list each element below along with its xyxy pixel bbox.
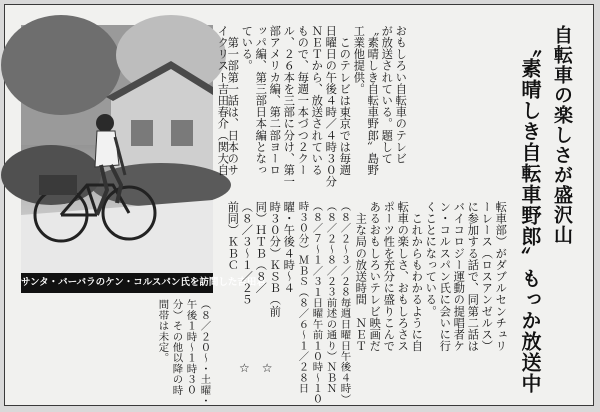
article-column: 転車の楽しさ、おもしろさス	[396, 201, 410, 352]
article-column: ーレース（ロスアンゼルス）	[480, 201, 494, 352]
article-column: このテレビは東京では毎週	[338, 25, 352, 176]
photo-caption: サンタ・バーバラのケン・コルスパン氏を訪問した吉田君	[21, 273, 213, 293]
article-column: バイコロジー運動の提唱者ケ	[452, 201, 466, 352]
newspaper-clipping	[4, 4, 594, 406]
article-column: 〝素晴しき自転車野郎〟島野	[366, 25, 380, 176]
schedule-column: 午後１時～１時３０	[184, 299, 197, 396]
schedule-column: 間帯は未定。	[156, 299, 169, 364]
schedule-column: 同）ＨＴＢ（８／	[254, 201, 268, 294]
headline-main: 自転車の楽しさが盛沢山	[551, 25, 573, 245]
article-column: 日曜日の午後４時／４時３０分	[324, 25, 338, 188]
closing-stars: ☆ ☆	[239, 361, 273, 375]
headline-sub: 〝素晴しき自転車野郎〟もっか放送中	[518, 37, 542, 394]
article-column: 第一部第一話は、日本のサ	[226, 25, 240, 176]
schedule-column: （８／７～１／３１日曜午前１０時～１０	[310, 201, 323, 405]
schedule-column: 曜・午後４時～４	[282, 201, 296, 294]
schedule-column: （８／３～１／２５	[240, 201, 254, 306]
article-column: ル、２６本を三部に分け、第一	[282, 25, 296, 188]
article-column: に参加する話で、同第二話は	[466, 201, 480, 352]
article-column: おもしろい自転車のテレビ	[394, 25, 408, 165]
cyclist-photo-drawing	[21, 25, 213, 273]
article-column: 工業他提供。	[352, 25, 366, 95]
article-column: ッパ編、第三部日本編となっ	[254, 25, 268, 176]
schedule-column: 時３０分）ＫＳＢ（前	[268, 201, 282, 317]
article-column: ている。	[240, 25, 254, 72]
article-column: あるおもしろいテレビ映画だ	[368, 201, 382, 352]
article-column: ポーツ性を充分に盛りこんで	[382, 201, 396, 352]
schedule-column: 時３０分）ＭＢＳ（８／６～１／２８日	[296, 201, 309, 394]
article-column: もので、毎週一本づつ２クー	[296, 25, 310, 176]
schedule-column: （８／２～８／２３前述の通り）ＮＢＮ	[324, 201, 337, 394]
schedule-column: 分）その他以降の時	[170, 299, 183, 396]
article-column: 主な局の放送時間 ＮＥＴ	[354, 201, 368, 352]
article-column: ン・コルスパン氏に会いに行	[438, 201, 452, 352]
article-column: くことになっている。	[424, 201, 438, 317]
schedule-column: 前同）ＫＢＣ	[226, 201, 240, 271]
article-column: 部アメリカ編、第二部ヨーロ	[268, 25, 282, 176]
schedule-column: （８／２～３／２８毎週日曜日午後４時）	[338, 201, 351, 405]
article-photo	[21, 25, 213, 273]
article-column: が放送されている。題して	[380, 25, 394, 165]
article-column: 転車部）がダブルセンチュリ	[494, 201, 508, 352]
article-column: イクリスト吉田春介（関大自	[216, 25, 230, 176]
schedule-column: （８／２０～・土曜・	[198, 299, 211, 406]
article-column: ＮＥＴから、放送されている	[310, 25, 324, 176]
article-column: これからもわかるように自	[410, 201, 424, 352]
